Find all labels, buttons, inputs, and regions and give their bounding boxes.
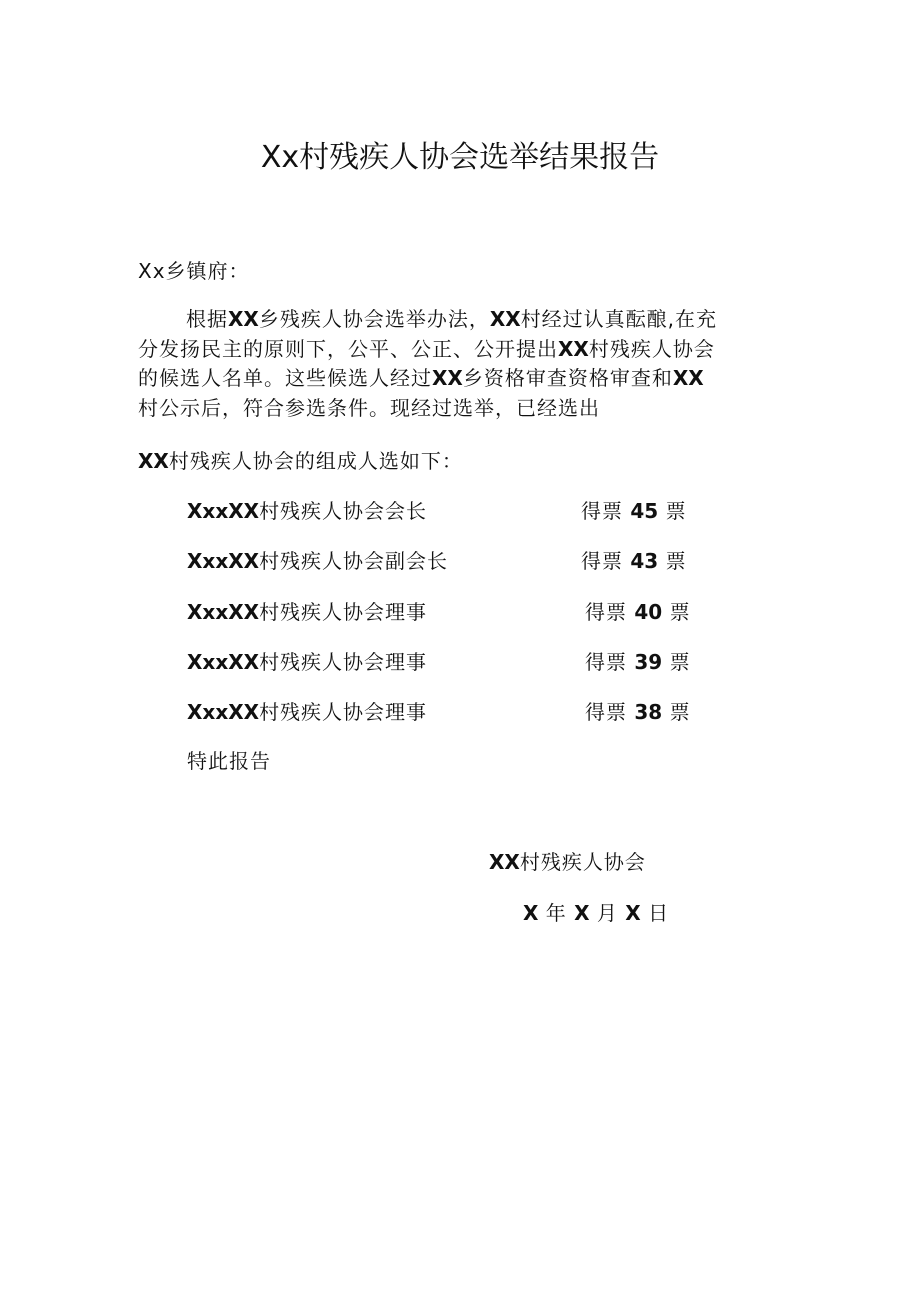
member-votes: 得票 45 票	[581, 499, 687, 523]
member-position: 村残疾人协会副会长	[259, 549, 449, 573]
member-row	[187, 647, 427, 677]
member-position: 村残疾人协会会长	[259, 499, 428, 523]
body-line-3: 的候选人名单。这些候选人经过XX乡资格审查资格审查和XX	[138, 366, 704, 390]
member-votes: 得票 38 票	[585, 700, 691, 724]
member-votes: 得票 39 票	[585, 650, 691, 674]
member-row	[187, 597, 427, 627]
member-position: 村残疾人协会理事	[259, 600, 428, 624]
signature: XX村残疾人协会	[489, 850, 646, 874]
body-line-1: 根据XX乡残疾人协会选举办法，XX村经过认真酝酿,在充	[186, 307, 718, 331]
salutation: Xx乡镇府：	[138, 259, 250, 283]
member-name: XxxXX	[187, 650, 260, 674]
member-position: 村残疾人协会理事	[259, 650, 428, 674]
member-row	[187, 496, 427, 526]
list-intro: XX村残疾人协会的组成人选如下：	[138, 449, 463, 473]
member-row	[187, 546, 448, 576]
member-name: XxxXX	[187, 549, 260, 573]
member-votes: 得票 40 票	[585, 600, 691, 624]
member-name: XxxXX	[187, 700, 260, 724]
member-position: 村残疾人协会理事	[259, 700, 428, 724]
body-paragraph	[138, 305, 786, 423]
member-name: XxxXX	[187, 600, 260, 624]
member-votes: 得票 43 票	[581, 549, 687, 573]
member-row	[187, 697, 427, 727]
report-date: X 年 X 月 X 日	[523, 901, 670, 925]
document-title: Xx村残疾人协会选举结果报告	[260, 140, 660, 175]
closing-text: 特此报告	[187, 749, 271, 773]
member-name: XxxXX	[187, 499, 260, 523]
body-line-2: 分发扬民主的原则下，公平、公正、公开提出XX村残疾人协会	[138, 336, 715, 361]
body-line-4: 村公示后，符合参选条件。现经过选举，已经选出	[138, 395, 600, 420]
